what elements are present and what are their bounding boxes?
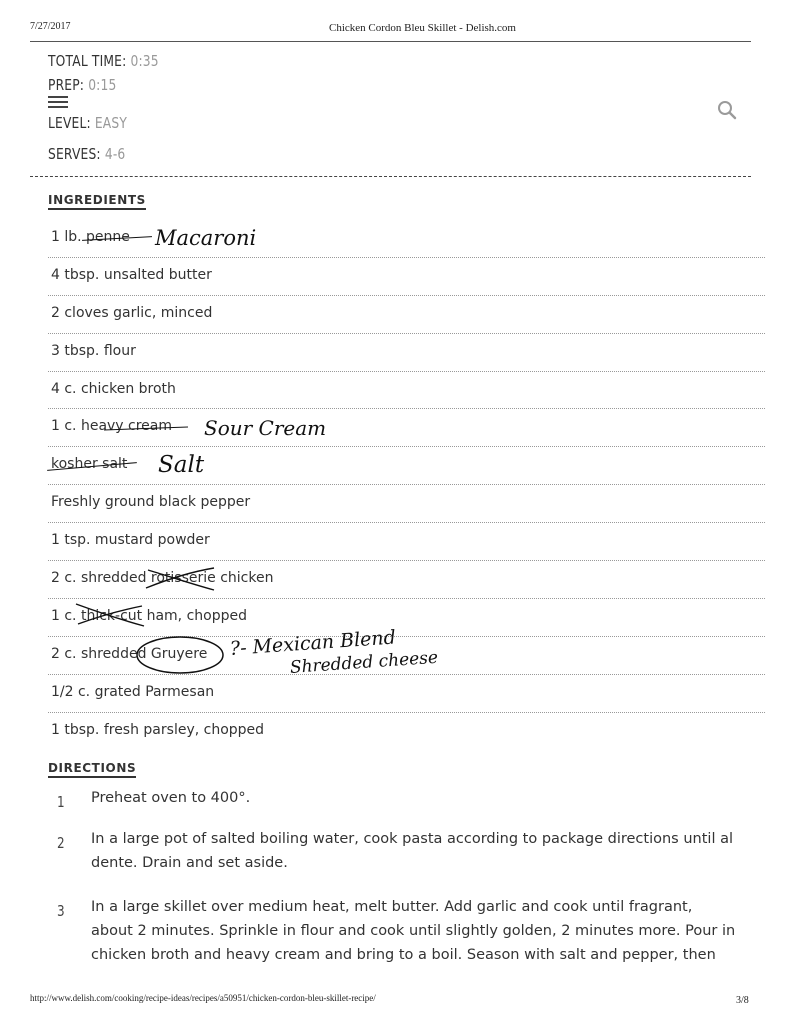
header-rule bbox=[30, 41, 751, 42]
directions-list bbox=[48, 786, 738, 967]
direction-step bbox=[48, 827, 738, 875]
ingredient-item: 3 tbsp. flour bbox=[48, 334, 765, 372]
search-icon[interactable] bbox=[717, 100, 737, 120]
serves-label: SERVES: bbox=[48, 145, 101, 163]
level bbox=[48, 114, 127, 132]
strike-rotisserie bbox=[144, 566, 216, 594]
print-date: 7/27/2017 bbox=[30, 21, 71, 32]
hamburger-icon[interactable] bbox=[48, 96, 68, 110]
level-label: LEVEL: bbox=[48, 114, 91, 132]
prep-label: PREP: bbox=[48, 76, 85, 94]
handwritten-sour-cream: Sour Cream bbox=[204, 416, 327, 440]
handwritten-mexican-blend: ?- Mexican Blend bbox=[229, 626, 397, 660]
ingredient-item: 1/2 c. grated Parmesan bbox=[48, 675, 765, 713]
step-number: 3 bbox=[56, 902, 65, 920]
circle-gruyere bbox=[134, 634, 226, 676]
ingredient-item: 1 lb. penne bbox=[48, 220, 765, 258]
ingredient-item: 1 c. heavy cream bbox=[48, 409, 765, 447]
directions-heading: DIRECTIONS bbox=[48, 761, 136, 778]
handwritten-shredded-cheese: Shredded cheese bbox=[289, 647, 439, 678]
level-value: EASY bbox=[94, 114, 128, 132]
step-text: In a large skillet over medium heat, melt butter. Add garlic and cook until fragrant, about 2 minutes. Sprinkle in flour and cook until slightly golden, 2 minutes more. Pour in chicken broth and heavy cream and bring to a boil. Season with salt and pepper, then bbox=[91, 899, 736, 963]
handwritten-salt: Salt bbox=[158, 452, 205, 478]
step-text: Preheat oven to 400°. bbox=[91, 790, 251, 806]
ingredient-item: 4 c. chicken broth bbox=[48, 372, 765, 410]
ingredient-item: 1 tsp. mustard powder bbox=[48, 523, 765, 561]
strike-thick-cut bbox=[74, 600, 146, 628]
ingredient-item: 1 tbsp. fresh parsley, chopped bbox=[51, 721, 265, 738]
step-number: 2 bbox=[56, 834, 65, 852]
ingredient-item: Freshly ground black pepper bbox=[48, 485, 765, 523]
serves-value: 4-6 bbox=[104, 145, 126, 163]
total-time-label: TOTAL TIME: bbox=[48, 52, 127, 70]
ingredient-item: 4 tbsp. unsalted butter bbox=[48, 258, 765, 296]
prep-value: 0:15 bbox=[88, 76, 117, 94]
ingredient-item: 2 c. shredded rotisserie chicken bbox=[48, 561, 765, 599]
serves bbox=[48, 145, 125, 163]
step-number: 1 bbox=[56, 793, 65, 811]
ingredient-item: 2 cloves garlic, minced bbox=[48, 296, 765, 334]
ingredient-item: 2 c. shredded Gruyere bbox=[48, 637, 765, 675]
section-divider bbox=[30, 176, 751, 177]
ingredient-item: kosher salt bbox=[48, 447, 765, 485]
step-text: In a large pot of salted boiling water, cook pasta according to package directions until al dente. Drain and set aside. bbox=[91, 831, 733, 871]
ingredient-item: 1 c. thick-cut ham, chopped bbox=[48, 599, 765, 637]
direction-step bbox=[48, 895, 738, 967]
page-number: 3/8 bbox=[736, 995, 749, 1006]
print-title: Chicken Cordon Bleu Skillet - Delish.com bbox=[329, 22, 516, 34]
direction-step bbox=[48, 786, 738, 810]
handwritten-macaroni: Macaroni bbox=[155, 226, 257, 250]
ingredients-heading: INGREDIENTS bbox=[48, 193, 146, 210]
print-url: http://www.delish.com/cooking/recipe-ideas/recipes/a50951/chicken-cordon-bleu-skillet-recipe/ bbox=[30, 993, 376, 1003]
total-time-value: 0:35 bbox=[130, 52, 159, 70]
total-time bbox=[48, 52, 159, 70]
